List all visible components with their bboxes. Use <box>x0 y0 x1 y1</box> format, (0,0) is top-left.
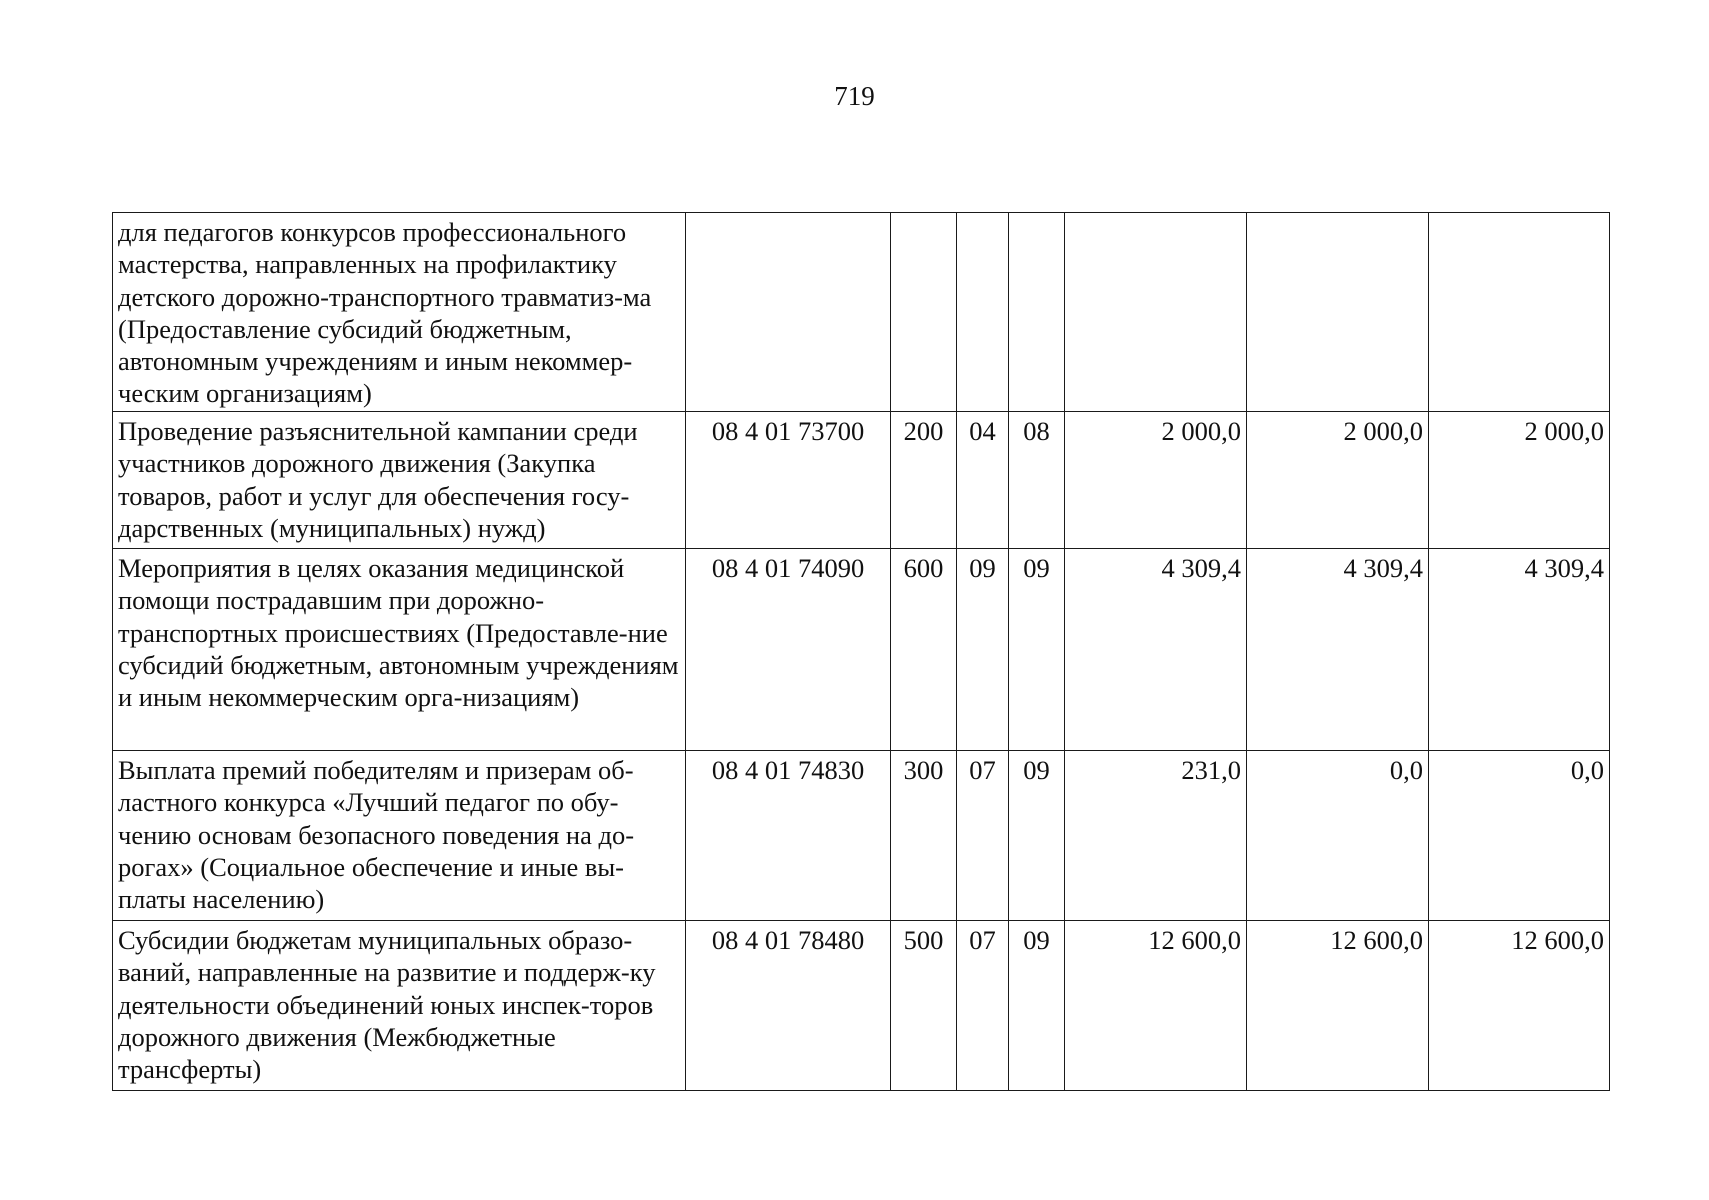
expense-name: Проведение разъяснительной кампании среди участников дорожного движения (Закупка товаров, работ и услуг для обеспечения госу-дарственных (муниципальных) нужд) <box>113 412 686 549</box>
amount-year-3: 0,0 <box>1429 751 1610 921</box>
amount-year-2: 12 600,0 <box>1247 921 1429 1091</box>
amount-year-1: 12 600,0 <box>1065 921 1247 1091</box>
expense-name: Субсидии бюджетам муниципальных образо-ваний, направленные на развитие и поддерж-ку деятельности объединений юных инспек-торов дорожного движения (Межбюджетные трансферты) <box>113 921 686 1091</box>
subsection-code: 09 <box>1009 549 1065 751</box>
budget-table <box>112 212 1610 1091</box>
table-row <box>113 549 1610 751</box>
table-row <box>113 213 1610 412</box>
target-article-code: 08 4 01 73700 <box>686 412 891 549</box>
expense-type-code <box>891 213 957 412</box>
amount-year-2: 2 000,0 <box>1247 412 1429 549</box>
amount-year-1: 4 309,4 <box>1065 549 1247 751</box>
page-number: 719 <box>834 81 875 111</box>
amount-year-2 <box>1247 213 1429 412</box>
expense-name: Мероприятия в целях оказания медицинской помощи пострадавшим при дорожно-транспортных происшествиях (Предоставле-ние субсидий бюджетным, автономным учреждениям и иным некоммерческим орга-низациям) <box>113 549 686 751</box>
subsection-code <box>1009 213 1065 412</box>
section-code: 07 <box>957 751 1009 921</box>
table-row <box>113 751 1610 921</box>
section-code: 07 <box>957 921 1009 1091</box>
amount-year-2: 0,0 <box>1247 751 1429 921</box>
table-row <box>113 921 1610 1091</box>
expense-name: Выплата премий победителям и призерам об-ластного конкурса «Лучший педагог по обу-чению основам безопасного поведения на до-рогах» (Социальное обеспечение и иные вы-платы населению) <box>113 751 686 921</box>
expense-name: для педагогов конкурсов профессионального мастерства, направленных на профилактику детского дорожно-транспортного травматиз-ма (Предоставление субсидий бюджетным, автономным учреждениям и иным некоммер-ческим организациям) <box>113 213 686 412</box>
amount-year-2: 4 309,4 <box>1247 549 1429 751</box>
expense-type-code: 600 <box>891 549 957 751</box>
amount-year-3: 4 309,4 <box>1429 549 1610 751</box>
target-article-code: 08 4 01 74090 <box>686 549 891 751</box>
subsection-code: 09 <box>1009 751 1065 921</box>
table-row <box>113 412 1610 549</box>
amount-year-3: 12 600,0 <box>1429 921 1610 1091</box>
target-article-code <box>686 213 891 412</box>
target-article-code: 08 4 01 78480 <box>686 921 891 1091</box>
expense-type-code: 500 <box>891 921 957 1091</box>
section-code: 04 <box>957 412 1009 549</box>
expense-type-code: 200 <box>891 412 957 549</box>
expense-type-code: 300 <box>891 751 957 921</box>
subsection-code: 09 <box>1009 921 1065 1091</box>
section-code <box>957 213 1009 412</box>
subsection-code: 08 <box>1009 412 1065 549</box>
amount-year-1: 231,0 <box>1065 751 1247 921</box>
target-article-code: 08 4 01 74830 <box>686 751 891 921</box>
amount-year-3: 2 000,0 <box>1429 412 1610 549</box>
amount-year-1 <box>1065 213 1247 412</box>
amount-year-1: 2 000,0 <box>1065 412 1247 549</box>
section-code: 09 <box>957 549 1009 751</box>
amount-year-3 <box>1429 213 1610 412</box>
